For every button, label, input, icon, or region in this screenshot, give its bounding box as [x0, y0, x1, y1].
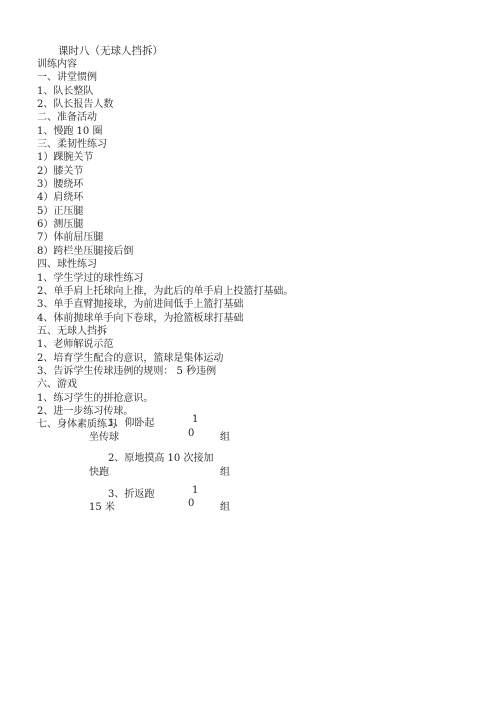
- text-line: 7）体前屈压腿: [37, 232, 104, 244]
- text-line: 训练内容: [37, 59, 77, 70]
- text-line: 3、告诉学生传球违例的规则： 5 秒违例: [37, 365, 217, 377]
- text-line: 2）膝关节: [37, 165, 84, 177]
- exercise-unit: 组: [220, 432, 230, 443]
- exercise-unit: 组: [220, 502, 230, 513]
- text-line: 四、球性练习: [37, 259, 97, 271]
- exercise-name: 1、仰卧起: [108, 418, 155, 429]
- text-line: 5）正压腿: [37, 205, 84, 217]
- text-line: 2、进一步练习传球。: [37, 405, 134, 417]
- text-line: 1、慢跑 10 圈: [37, 125, 103, 137]
- text-line: 五、无球人挡拆: [37, 325, 107, 337]
- exercise-count: 1: [192, 414, 199, 425]
- text-line: 3）腰绕环: [37, 179, 84, 191]
- text-line: 1、学生学过的球性练习: [37, 272, 144, 284]
- exercise-count-cont: 0: [188, 428, 195, 439]
- text-line: 4）肩绕环: [37, 192, 84, 204]
- text-line: 2、培育学生配合的意识，篮球是集体运动: [37, 352, 224, 364]
- text-line: 1、练习学生的拼抢意识。: [37, 392, 154, 404]
- text-line: 三、柔韧性练习: [37, 139, 107, 151]
- training-content: [37, 58, 293, 432]
- text-line: 2、单手肩上托球向上推，为此后的单手肩上投篮打基础。: [37, 285, 294, 297]
- text-line: 1）踝腕关节: [37, 152, 94, 164]
- text-line: 二、准备活动: [37, 112, 97, 124]
- exercise-name-cont: 坐传球: [89, 432, 119, 443]
- text-line: 七、身体素质练习: [37, 419, 117, 431]
- lesson-title: 课时八（无球人挡拆）: [58, 45, 163, 57]
- exercise-name-cont: 快跑: [89, 467, 109, 478]
- text-line: 4、体前抛球单手向下卷球，为抢篮板球打基础: [37, 312, 244, 324]
- text-line: 1、队长整队: [37, 85, 94, 97]
- exercise-name-cont: 15 米: [89, 502, 115, 513]
- text-line: 8）跨栏坐压腿接后倒: [37, 245, 134, 257]
- exercise-name: 2、原地摸高 10 次接加: [108, 453, 214, 464]
- text-line: 2、队长报告人数: [37, 99, 114, 111]
- text-line: 六、游戏: [37, 379, 77, 391]
- text-line: 一、讲堂惯例: [37, 72, 97, 84]
- exercise-count: 1: [192, 485, 199, 496]
- exercise-unit: 组: [220, 467, 230, 478]
- exercise-count-cont: 0: [188, 498, 195, 509]
- text-line: 1、老师解说示范: [37, 339, 114, 351]
- text-line: 3、单手直臂抛接球，为前进间低手上篮打基础: [37, 299, 244, 311]
- text-line: 6）测压腿: [37, 219, 84, 231]
- exercise-name: 3、折返跑: [108, 489, 155, 500]
